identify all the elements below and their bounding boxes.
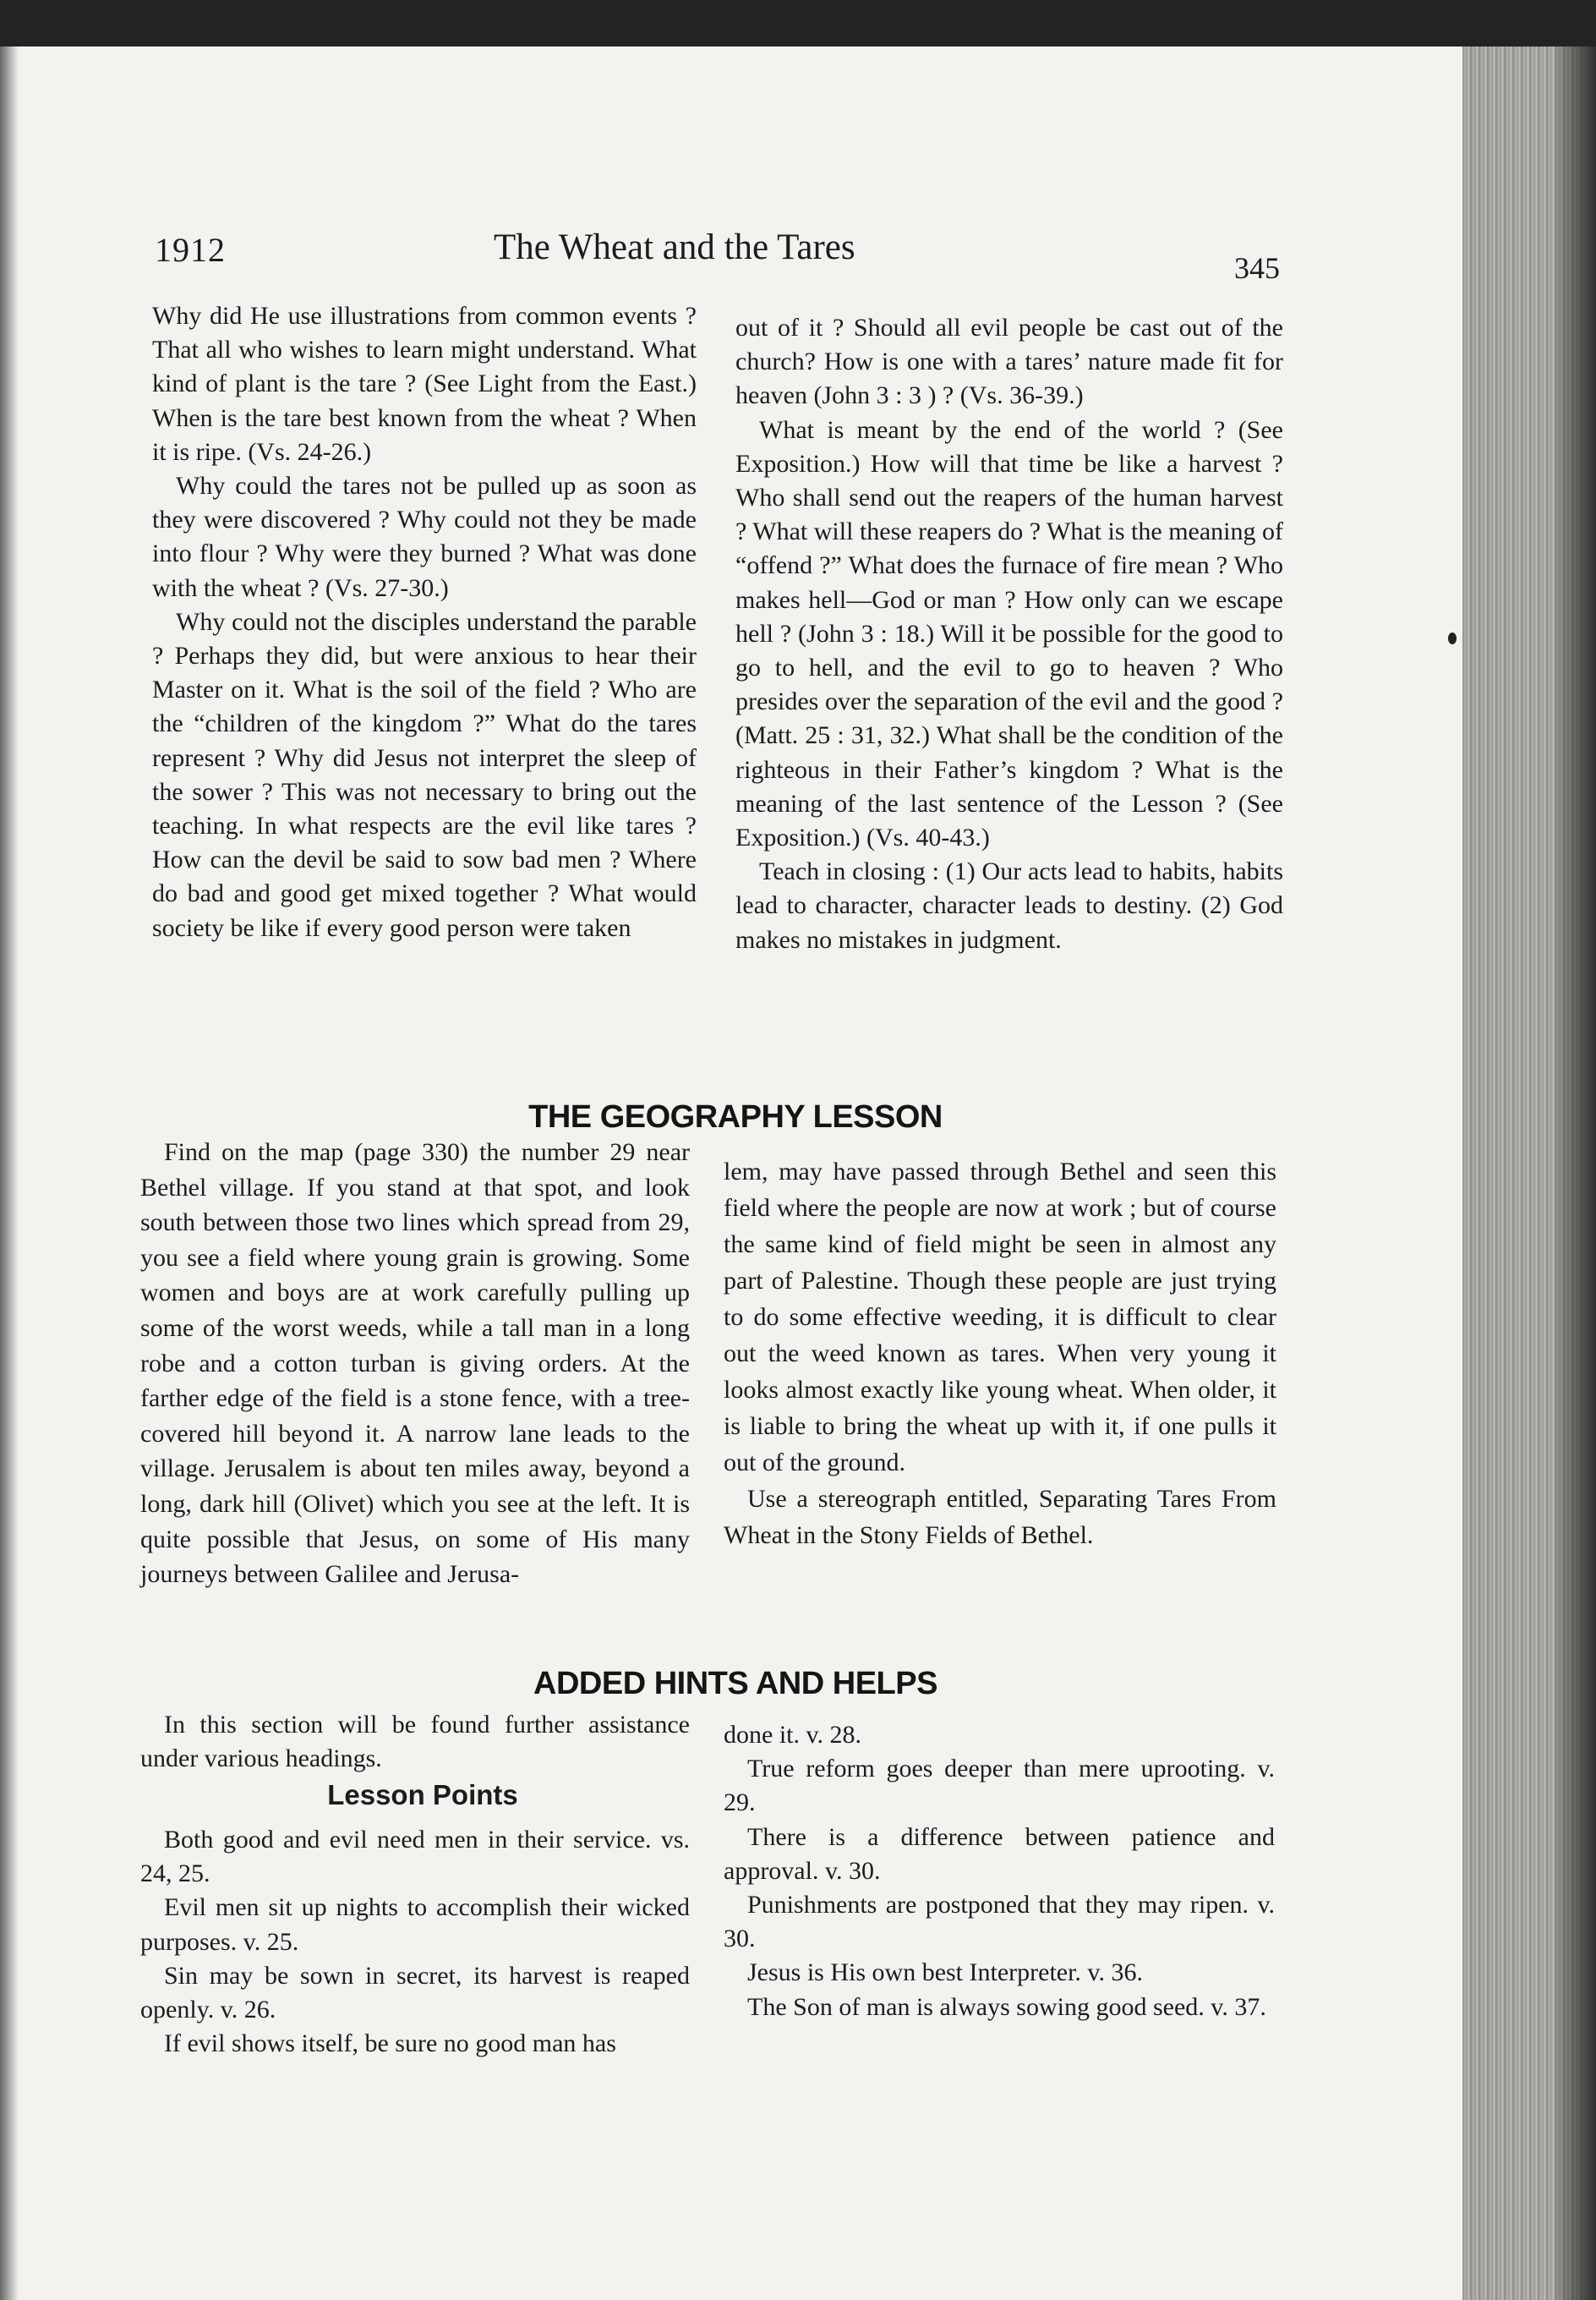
hints-heading: ADDED HINTS AND HELPS <box>533 1666 937 1701</box>
lesson-point: Punishments are postponed that they may ripen. v. 30. <box>724 1891 1275 1953</box>
paragraph: Why could not the disciples understand the parable ? Perhaps they did, but were anxious to hear their Master on it. What is the soil of the field ? Who are the “children of the kingdom ?” What do the tares represent ? Why did Jesus not interpret the sleep of the sower ? This was not necessary to bring out the teaching. In what respects are the evil like tares ? How can the devil be said to sow bad men ? Where do bad and good get mixed together ? What would society be like if every good person were taken <box>152 607 697 942</box>
intro-paragraph: In this section will be found further assistance under various headings. <box>140 1711 690 1773</box>
lesson-points-left <box>140 1823 690 2061</box>
book-edge-shadow <box>1555 47 1596 2300</box>
paragraph: What is meant by the end of the world ? (See Exposition.) How will that time be like a harvest ? Who shall send out the reapers of the human harvest ? What will these reapers do ? What is the meaning of “offend ?” What does the furnace of fire mean ? Who makes hell—God or man ? How only can we escape hell ? (John 3 : 18.) Will it be possible for the good to go to hell, and the evil to go to heaven ? Who presides over the separation of the evil and the good ? (Matt. 25 : 31, 32.) What shall be the condition of the righteous in their Father’s kingdom ? What is the meaning of the last sentence of the Lesson ? (See Exposition.) (Vs. 40-43.) <box>735 415 1283 852</box>
running-title: The Wheat and the Tares <box>494 227 855 267</box>
geography-left-column <box>140 1135 690 1592</box>
lesson-point: Both good and evil need men in their service. vs. 24, 25. <box>140 1826 690 1888</box>
paragraph: Teach in closing : (1) Our acts lead to habits, habits lead to character, character leads to destiny. (2) God makes no mistakes in judgment. <box>735 857 1283 954</box>
page-gutter-shadow <box>0 47 19 2300</box>
paragraph: Why did He use illustrations from common events ? That all who wishes to learn might understand. What kind of plant is the tare ? (See Light from the East.) When is the tare best known from the wheat ? When it is ripe. (Vs. 24-26.) <box>152 302 697 466</box>
lesson-point: There is a difference between patience and approval. v. 30. <box>724 1822 1275 1885</box>
lesson-points-subheading: Lesson Points <box>327 1779 518 1810</box>
paragraph: Why could the tares not be pulled up as soon as they were discovered ? Why could not they be made into flour ? Why were they burned ? What was done with the wheat ? (Vs. 27-30.) <box>152 472 697 602</box>
paragraph: Find on the map (page 330) the number 29 near Bethel village. If you stand at that spot, and look south between those two lines which spread from 29, you see a field where young grain is growing. Some women and boys are at work carefully pulling up some of the worst weeds, while a tall man in a long robe and a cotton turban is giving orders. At the farther edge of the field is a stone fence, with a tree-covered hill beyond it. A narrow lane leads to the village. Jerusalem is about ten miles away, beyond a long, dark hill (Olivet) which you see at the left. It is quite possible that Jesus, on some of His many journeys between Galilee and Jerusa- <box>140 1138 690 1589</box>
lesson-point: If evil shows itself, be sure no good man has <box>164 2029 616 2058</box>
lesson-points-right <box>724 1718 1275 2024</box>
lesson-point-continuation: done it. v. 28. <box>724 1721 862 1749</box>
page-number: 345 <box>1234 251 1280 285</box>
paragraph: out of it ? Should all evil people be cast out of the church? How is one with a tares’ nature made fit for heaven (John 3 : 3 ) ? (Vs. 36-39.) <box>735 314 1283 410</box>
lesson-point: Sin may be sown in secret, its harvest is reaped openly. v. 26. <box>140 1961 690 2024</box>
lesson-point: The Son of man is always sowing good seed. v. 37. <box>747 1992 1266 2021</box>
lesson-point: Jesus is His own best Interpreter. v. 36. <box>747 1958 1143 1987</box>
paragraph: lem, may have passed through Bethel and seen this field where the people are now at work ; but of course the same kind of field might be seen in almost any part of Palestine. Though these people are just trying to do some effective weeding, it is difficult to clear out the weed known as tares. When very young it looks almost exactly like young wheat. When older, it is liable to bring the wheat up with it, if one pulls it out of the ground. <box>724 1158 1276 1476</box>
lesson-point: Evil men sit up nights to accomplish their wicked purposes. v. 25. <box>140 1893 690 1956</box>
questions-right-column <box>735 311 1283 957</box>
hints-left-column <box>140 1708 690 1776</box>
geography-right-column <box>724 1153 1276 1553</box>
paragraph: Use a stereograph entitled, Separating Tares From Wheat in the Stony Fields of Bethel. <box>724 1485 1276 1549</box>
header-year: 1912 <box>155 231 226 269</box>
questions-left-column <box>152 299 697 945</box>
geography-heading: THE GEOGRAPHY LESSON <box>528 1099 943 1135</box>
ink-speck <box>1448 632 1457 644</box>
lesson-point: True reform goes deeper than mere uprooting. v. 29. <box>724 1755 1275 1817</box>
